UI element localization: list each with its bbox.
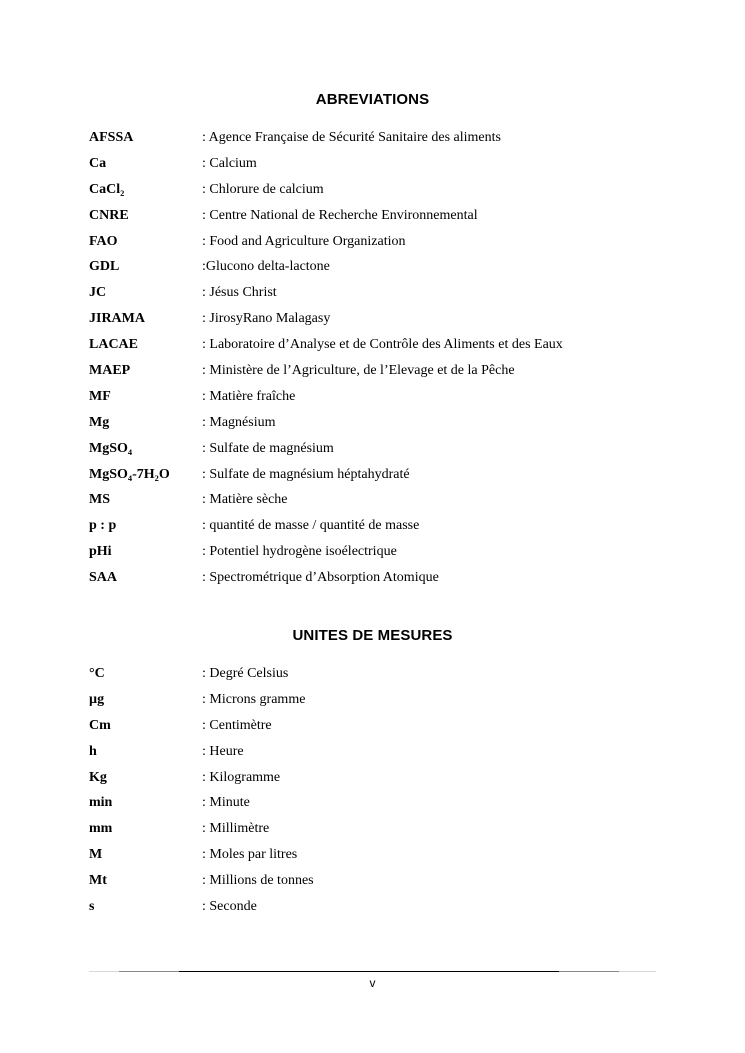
abbreviation-row [89, 414, 689, 440]
units-list [89, 665, 689, 924]
abbreviation-definition: : Sulfate de magnésium [202, 440, 334, 456]
abbreviation-term: pHi [89, 544, 112, 560]
unit-definition: : Seconde [202, 899, 257, 915]
abbreviation-term: p : p [89, 518, 117, 534]
unit-symbol: °C [89, 666, 105, 681]
unit-definition: : Moles par litres [202, 847, 298, 863]
unit-definition: : Millimètre [202, 821, 270, 837]
unit-row [89, 743, 689, 769]
unit-row [89, 872, 689, 898]
abbreviation-row [89, 569, 689, 595]
abbreviation-term: Mg [89, 414, 110, 430]
abbreviation-row [89, 491, 689, 517]
unit-row [89, 820, 689, 846]
unit-row [89, 769, 689, 795]
abbreviation-definition: : Calcium [202, 155, 257, 171]
abbreviation-definition: : JirosyRano Malagasy [202, 311, 331, 327]
abbreviation-definition: : Spectrométrique d’Absorption Atomique [202, 570, 439, 586]
abbreviation-row [89, 181, 689, 207]
abbreviation-term: MgSO₄ [89, 440, 133, 456]
unit-row [89, 846, 689, 872]
abbreviation-definition: : Sulfate de magnésium héptahydraté [202, 466, 410, 482]
unit-row [89, 691, 689, 717]
abbreviation-definition: : Centre National de Recherche Environnemental [202, 207, 478, 223]
unit-definition: : Heure [202, 743, 244, 759]
footer-divider [89, 971, 656, 972]
abbreviation-term: CNRE [89, 207, 129, 223]
abbreviation-term: LACAE [89, 337, 139, 353]
unit-definition: : Millions de tonnes [202, 873, 314, 889]
abbreviation-definition: : quantité de masse / quantité de masse [202, 518, 420, 534]
abbreviation-row [89, 466, 689, 492]
unit-row [89, 717, 689, 743]
unit-definition: : Minute [202, 795, 250, 811]
abbreviation-row [89, 543, 689, 569]
abbreviation-definition: : Magnésium [202, 414, 276, 430]
abbreviation-definition: : Ministère de l’Agriculture, de l’Elevage et de la Pêche [202, 363, 515, 379]
abbreviation-term: SAA [89, 570, 118, 586]
abbreviation-row [89, 388, 689, 414]
abbreviation-row [89, 258, 689, 284]
unit-row [89, 665, 689, 691]
unit-symbol: Mt [89, 873, 107, 889]
abbreviation-term: JC [89, 285, 107, 301]
unit-row [89, 794, 689, 820]
abbreviation-term: FAO [89, 233, 118, 249]
abbreviation-definition: : Laboratoire d’Analyse et de Contrôle des Aliments et des Eaux [202, 337, 563, 353]
abbreviation-row [89, 233, 689, 259]
abbreviation-term: AFSSA [89, 130, 134, 145]
abbreviation-row [89, 517, 689, 543]
abbreviation-row [89, 336, 689, 362]
page-number: v [369, 976, 376, 990]
unit-symbol: min [89, 795, 113, 811]
abbreviation-row [89, 129, 689, 155]
abbreviation-definition: : Matière sèche [202, 492, 288, 508]
unit-symbol: Kg [89, 769, 107, 785]
abbreviation-definition: : Matière fraîche [202, 388, 296, 404]
abbreviation-definition: :Glucono delta-lactone [202, 259, 330, 275]
abbreviation-term: GDL [89, 259, 120, 275]
abbreviation-term: Ca [89, 155, 107, 171]
abbreviations-list [89, 129, 689, 595]
abbreviation-term: MAEP [89, 363, 131, 379]
abbreviation-row [89, 284, 689, 310]
unit-definition: : Degré Celsius [202, 666, 289, 681]
abbreviation-row [89, 207, 689, 233]
unit-row [89, 898, 689, 924]
abbreviation-row [89, 440, 689, 466]
abbreviations-title: ABREVIATIONS [315, 91, 430, 108]
abbreviation-definition: : Jésus Christ [202, 285, 277, 301]
unit-symbol: h [89, 743, 97, 759]
unit-definition: : Microns gramme [202, 691, 306, 707]
abbreviation-row [89, 310, 689, 336]
unit-symbol: µg [89, 691, 105, 707]
abbreviation-term: MgSO₄-7H₂O [89, 466, 170, 482]
abbreviation-definition: : Potentiel hydrogène isoélectrique [202, 544, 397, 560]
abbreviation-term: JIRAMA [89, 311, 145, 327]
unit-symbol: Cm [89, 717, 111, 733]
unit-symbol: s [89, 899, 95, 915]
units-title: UNITES DE MESURES [292, 627, 453, 644]
abbreviation-definition: : Chlorure de calcium [202, 181, 324, 197]
unit-symbol: mm [89, 821, 113, 837]
abbreviation-row [89, 155, 689, 181]
abbreviation-term: MS [89, 492, 110, 508]
abbreviation-definition: : Agence Française de Sécurité Sanitaire des aliments [202, 130, 501, 145]
abbreviation-row [89, 362, 689, 388]
unit-symbol: M [89, 847, 103, 863]
abbreviation-term: MF [89, 388, 111, 404]
unit-definition: : Centimètre [202, 717, 272, 733]
abbreviation-definition: : Food and Agriculture Organization [202, 233, 406, 249]
abbreviation-term: CaCl₂ [89, 181, 125, 197]
unit-definition: : Kilogramme [202, 769, 281, 785]
